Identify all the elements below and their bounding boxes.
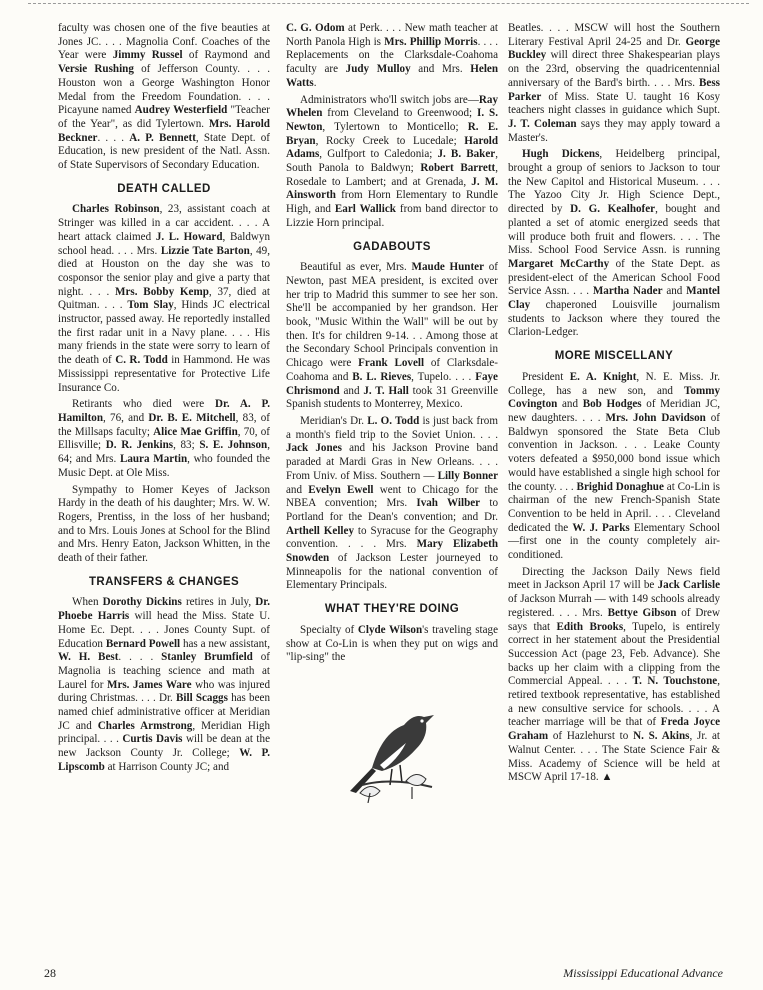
- name-highlight: Bob Hodges: [582, 398, 642, 411]
- text-run: to Portland for the Dean's convention; and Dr.: [286, 497, 498, 523]
- name-highlight: W. H. Best: [58, 651, 119, 664]
- paragraph: [286, 94, 498, 231]
- name-highlight: Curtis Davis: [122, 733, 183, 746]
- name-highlight: Freda Joyce Graham: [508, 716, 720, 743]
- paragraph: [508, 371, 720, 563]
- text-run: , Gulfport to Caledonia;: [319, 148, 438, 161]
- text-run: in Hammond. He was Mississippi representative for Protective Life Insurance Co.: [58, 354, 270, 394]
- text-run: retires in July,: [181, 596, 256, 609]
- text-run: at Co-Lin is chairman of the new French-Spanish State Convention to be held in April. . . . Cleveland dedicated the: [508, 480, 720, 534]
- column-3: [508, 22, 720, 785]
- text-run: and Mrs.: [410, 63, 471, 76]
- name-highlight: Bess Parker: [508, 76, 720, 103]
- text-run: , 76, and: [103, 411, 149, 424]
- name-highlight: N. S. Akins: [633, 730, 690, 743]
- paragraph: [508, 148, 720, 340]
- name-highlight: Faye Chrismond: [286, 370, 498, 397]
- name-highlight: Ray Whelen: [286, 93, 498, 120]
- text-run: , Tupelo. . . .: [411, 370, 476, 383]
- text-run: from band director to Lizzie Horn principal.: [286, 203, 498, 229]
- name-highlight: Bettye Gibson: [607, 606, 677, 619]
- text-run: of Meridian JC, new daughters. . . .: [508, 398, 720, 424]
- text-run: will head the Miss. State U. Home Ec. Dept. . . . Jones County Supt. of Education: [58, 610, 270, 650]
- name-highlight: Mrs. Bobby Kemp: [115, 285, 209, 298]
- text-run: took 31 Greenville Spanish students to Monterrey, Mexico.: [286, 384, 498, 411]
- page-number: 28: [44, 966, 56, 980]
- text-run: to Syracuse for the Geography convention. . . . Mrs.: [286, 524, 498, 551]
- text-run: from Cleveland to Greenwood;: [322, 107, 478, 120]
- paragraph: [58, 22, 270, 173]
- section-heading-what-theyre-doing: WHAT THEY'RE DOING: [324, 603, 460, 616]
- name-highlight: B. L. Rieves: [352, 370, 412, 383]
- paragraph: [286, 261, 498, 412]
- text-run: went to Chicago for the NBEA convention; Mrs.: [286, 483, 498, 510]
- name-highlight: S. E. Johnson: [199, 439, 268, 452]
- name-highlight: J. B. Baker: [437, 148, 496, 161]
- text-run: . . . . Replacements on the Clarksdale-Coahoma faculty are: [286, 35, 498, 76]
- name-highlight: Dr. B. E. Mitchell: [148, 411, 236, 424]
- name-highlight: Stanley Brumfield: [161, 651, 253, 664]
- text-run: who was injured during Christmas. . . . Dr.: [58, 678, 270, 705]
- text-run: , 70, of Ellisville;: [58, 425, 270, 452]
- text-run: is just back from a month's field trip to the Soviet Union. . . .: [286, 414, 498, 441]
- text-run: 's traveling stage show at Co-Lin is when they put on wigs and "lip-sing" the: [286, 623, 498, 664]
- column-2: [286, 22, 498, 803]
- name-highlight: J. T. Hall: [363, 384, 409, 397]
- name-highlight: Dr. Phoebe Harris: [58, 596, 270, 623]
- text-run: , State Dept. of Education, is new president of the Natl. Assn. of State Supervisors of Secondary Education.: [58, 131, 271, 172]
- text-run: , retired textbook representative, has established a new consultive service for schools. . . . A teacher marriage will be that of: [508, 675, 720, 729]
- text-run: of Miss. State U. taught 16 Kosy teachers night classes in guidance which Supt.: [508, 90, 720, 117]
- text-run: Administrators who'll switch jobs are—: [300, 93, 479, 106]
- text-run: , Heidelberg principal, brought a group of seniors to Jackson to tour the New Capitol and Historical Museum. . . . The Yazoo City Jr. High Science Dept., directed by: [508, 148, 720, 216]
- name-highlight: Helen Watts: [286, 63, 498, 89]
- paragraph: [286, 22, 498, 91]
- text-run: Elementary School—first one in the county completely air-conditioned.: [508, 521, 720, 562]
- text-run: has a new assistant,: [180, 637, 270, 650]
- name-highlight: J. T. Coleman: [508, 117, 577, 130]
- name-highlight: W. P. Lipscomb: [58, 747, 270, 773]
- name-highlight: Versie Rushing: [58, 63, 134, 76]
- text-run: President: [522, 370, 570, 383]
- name-highlight: R. E. Bryan: [286, 120, 498, 147]
- text-run: , Tylertown to Monticello;: [322, 120, 468, 133]
- text-run: of Raymond and: [182, 49, 270, 62]
- text-run: , Rosedale to Lambert; and at Grenada,: [286, 162, 499, 188]
- text-run: "Teacher of the Year", as did Tylertown.: [58, 104, 270, 130]
- text-run: of Hazlehurst to: [548, 730, 634, 743]
- text-run: , South Panola to Baldwyn;: [286, 148, 498, 175]
- text-run: , 64; and Mrs.: [58, 439, 270, 466]
- name-highlight: Lizzie Tate Barton: [160, 244, 250, 257]
- text-run: , Meridian High principal. . . .: [58, 719, 271, 746]
- name-highlight: Lilly Bonner: [437, 469, 498, 482]
- name-highlight: Laura Martin: [119, 453, 188, 466]
- column-1: [58, 22, 270, 775]
- text-run: and: [286, 483, 309, 496]
- text-run: has been named chief administrative officer at Meridian JC and: [58, 692, 270, 732]
- text-run: of Drew says that: [508, 606, 720, 633]
- name-highlight: Clyde Wilson: [357, 623, 423, 636]
- paragraph: [286, 415, 498, 593]
- name-highlight: Mrs. John Davidson: [605, 411, 706, 424]
- name-highlight: Dr. A. P. Hamilton: [58, 398, 270, 424]
- name-highlight: Maude Hunter: [411, 261, 485, 274]
- text-run: says they may apply toward a Master's.: [508, 117, 720, 144]
- text-run: of Clarksdale-Coahoma and: [286, 357, 498, 383]
- name-highlight: Tom Slay: [127, 299, 174, 312]
- name-highlight: Bernard Powell: [105, 637, 181, 650]
- name-highlight: Earl Wallick: [334, 203, 396, 216]
- name-highlight: A. P. Bennett: [129, 131, 196, 144]
- text-run: , Jr. at Walnut Center. . . . The State Science Fair & Miss. Academy of Science will be held at MSCW April 17-18. ▲: [508, 730, 720, 784]
- name-highlight: Audrey Westerfield: [134, 104, 228, 117]
- text-run: faculty was chosen one of the five beauties at Jones JC. . . . Magnolia Conf. Coaches of the Year were: [58, 22, 270, 62]
- name-highlight: D. R. Jenkins: [105, 439, 174, 452]
- name-highlight: Mantel Clay: [508, 285, 721, 312]
- text-run: will be dean at the new Jackson County Jr. College;: [58, 733, 270, 760]
- text-run: , 23, assistant coach at Stringer was killed in a car accident. . . . A heart attack claimed: [58, 203, 271, 243]
- section-heading-death-called: DEATH CALLED: [117, 182, 211, 195]
- text-run: and his Jackson Provine band paraded at Mardi Gras in New Orleans. . . . From Univ. of Miss. Southern —: [286, 442, 499, 482]
- paragraph: [58, 596, 270, 774]
- name-highlight: Charles Armstrong: [97, 719, 193, 732]
- text-run: of Baldwyn sponsored the State Beta Club convention in Jackson. . . . Leake County voters defeated a $950,000 bond issue which would have established a single high school for the county. . . .: [508, 411, 721, 493]
- name-highlight: Arthell Kelley: [286, 524, 354, 537]
- name-highlight: Jimmy Russel: [112, 49, 183, 62]
- text-run: , 83;: [173, 439, 200, 452]
- section-heading-transfers: TRANSFERS & CHANGES: [88, 575, 240, 588]
- text-run: , 37, died at Quitman. . . .: [58, 285, 270, 312]
- text-run: chaperoned Louisville journalism students to Jackson where they toured the Clarion-Ledger.: [508, 299, 720, 339]
- text-run: Retirants who died were: [72, 398, 215, 411]
- name-highlight: Charles Robinson: [72, 203, 160, 216]
- text-run: . . . .: [118, 651, 162, 664]
- text-run: Meridian's Dr.: [300, 414, 368, 427]
- text-run: , who founded the Music Dept. at Ole Miss.: [58, 453, 271, 479]
- text-run: , N. E. Miss. Jr. College, has a new son, and: [508, 370, 721, 397]
- publication-name: Mississippi Educational Advance: [563, 966, 723, 980]
- paragraph: [286, 624, 498, 665]
- text-run: , Baldwyn school head. . . . Mrs.: [58, 230, 271, 257]
- name-highlight: Ivah Wilber: [416, 497, 481, 510]
- text-run: and: [662, 285, 687, 298]
- name-highlight: L. O. Todd: [367, 414, 420, 427]
- text-run: at Perk. . . . New math teacher at North Panola High is: [286, 22, 498, 48]
- text-run: of Jackson Murrah — with 149 schools already registered. . . . Mrs.: [508, 593, 720, 619]
- text-run: , Rocky Creek to Lucedale;: [315, 134, 465, 147]
- text-run: , Hinds JC electrical instructor, passed away. He reportedly installed the first radar unit in a Navy plane. . . . His many friends in the state were sorry to learn of the death of: [58, 299, 270, 367]
- name-highlight: T. N. Touchstone: [632, 675, 718, 688]
- name-highlight: Evelyn Ewell: [308, 483, 374, 496]
- text-run: , 49, died at Houston on the day she was to cosponsor the senior play and give a party that night. . . .: [58, 244, 270, 298]
- text-run: Sympathy to Homer Keyes of Jackson Hardy in the death of his daughter; Mrs. W. W. Rogers, Prentiss, in the loss of her husband; and to Mrs. Louis Jones at School for the Blind and Mrs. Henry Eaton, Jackson Whitten, in the death of their father.: [58, 483, 270, 565]
- name-highlight: Hugh Dickens: [522, 148, 600, 161]
- text-run: Specialty of: [300, 623, 358, 636]
- text-run: of Magnolia is teaching science and math at Laurel for: [58, 651, 271, 691]
- paragraph: [58, 203, 270, 395]
- name-highlight: C. G. Odom: [286, 22, 345, 34]
- name-highlight: C. R. Todd: [115, 354, 168, 367]
- name-highlight: W. J. Parks: [572, 521, 630, 534]
- name-highlight: Dorothy Dickins: [102, 596, 182, 609]
- name-highlight: Bill Scaggs: [176, 692, 228, 705]
- name-highlight: J. L. Howard: [155, 230, 223, 243]
- text-run: Directing the Jackson Daily News field meet in Jackson April 17 will be: [508, 565, 720, 592]
- page-footer: [44, 966, 723, 981]
- text-run: Beatles. . . . MSCW will host the Southern Literary Festival April 24-25 and Dr.: [508, 22, 720, 48]
- paragraph: [58, 398, 270, 480]
- text-run: and: [557, 398, 583, 411]
- bird-illustration: [342, 673, 442, 803]
- name-highlight: Tommy Covington: [508, 384, 720, 411]
- name-highlight: Robert Barrett: [420, 162, 496, 175]
- name-highlight: Mrs. James Ware: [106, 678, 192, 691]
- paragraph: [508, 22, 720, 145]
- section-heading-more-miscellany: MORE MISCELLANY: [554, 350, 674, 363]
- name-highlight: E. A. Knight: [569, 370, 637, 383]
- text-run: When: [72, 596, 103, 609]
- text-run: of the State Dept. as president-elect of the American School Food Service Assn. . . .: [508, 257, 720, 298]
- name-highlight: Frank Lovell: [358, 357, 425, 370]
- name-highlight: George Buckley: [508, 35, 720, 62]
- text-run: will direct three Shakespearian plays on the 23rd, observing the quadricentennial anniversary of the Bard's birth. . . . Mrs.: [508, 49, 720, 89]
- name-highlight: Harold Adams: [286, 134, 498, 161]
- text-run: of Jefferson County. . . . Houston won a George Washington Honor Medal from the Freedom Foundation. . . . Picayune named: [58, 63, 271, 117]
- name-highlight: Alice Mae Griffin: [153, 425, 238, 438]
- top-border: [28, 0, 749, 4]
- name-highlight: I. S. Newton: [286, 107, 498, 133]
- paragraph: [58, 484, 270, 566]
- name-highlight: J. M. Ainsworth: [286, 175, 498, 202]
- text-run: , bought and planted a set of atomic energized seeds that will produce both fruit and flowers. . . . The Miss. School Food Service Assn. is running: [508, 203, 720, 257]
- paragraph: [508, 566, 720, 785]
- name-highlight: Edith Brooks: [556, 620, 624, 633]
- text-run: of Newton, past MEA president, is excited over her trip to Madrid this summer to see her son. She'll be accompanied by her grandson. Her book, "Music Within the Wall" will be out by then. It's for children 9-14. . . Among those at the Secondary School Principals convention in Chicago were: [286, 261, 498, 370]
- section-heading-gadabouts: GADABOUTS: [353, 240, 431, 253]
- name-highlight: Mrs. Harold Beckner: [58, 117, 270, 144]
- text-run: and: [339, 384, 364, 397]
- text-run: , Tupelo, is entirely correct in her statement about the Presidential Succession Act (page 23, Feb. Advance). She backs up her claim with a clipping from the Commercial Appeal. . . .: [508, 620, 720, 688]
- text-run: , 83, of the Millsaps faculty;: [58, 411, 270, 438]
- text-run: .: [313, 76, 317, 89]
- text-run: of Jackson Lester journeyed to Minneapolis for the national convention of Elementary Principals.: [286, 552, 498, 592]
- name-highlight: Mary Elizabeth Snowden: [286, 538, 498, 565]
- name-highlight: D. G. Kealhofer: [570, 203, 656, 216]
- text-run: . . . .: [97, 131, 130, 144]
- text-run: from Horn Elementary to Rundle High, and: [286, 189, 498, 216]
- name-highlight: Jack Jones: [286, 442, 342, 455]
- name-highlight: Margaret McCarthy: [508, 257, 610, 270]
- name-highlight: Judy Mulloy: [345, 63, 411, 76]
- text-run: at Harrison County JC; and: [104, 760, 230, 773]
- text-run: Beautiful as ever, Mrs.: [300, 261, 412, 274]
- name-highlight: Brighid Donaghue: [576, 480, 664, 493]
- name-highlight: Mrs. Phillip Morris: [384, 35, 478, 48]
- name-highlight: Martha Nader: [592, 285, 663, 298]
- name-highlight: Jack Carlisle: [657, 579, 720, 592]
